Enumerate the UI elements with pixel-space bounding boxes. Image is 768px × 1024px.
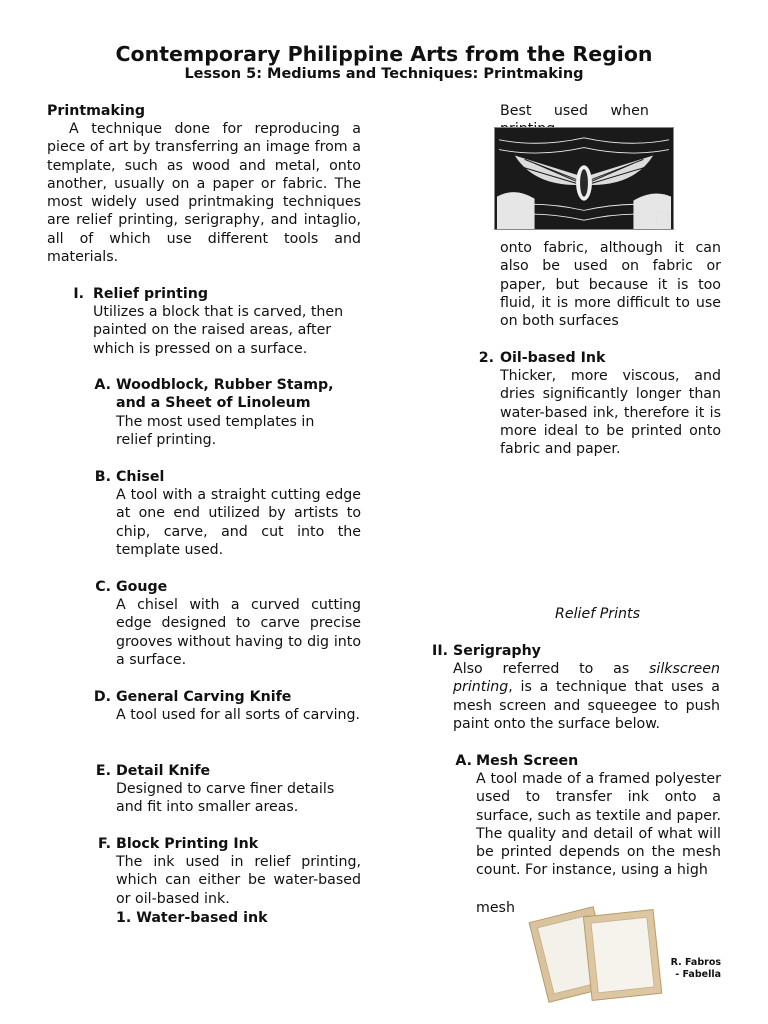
mesh-letter: A. [455,753,472,769]
item-d-text: A tool used for all sorts of carving. [116,707,361,723]
item-a-letter: A. [94,377,111,393]
item-e-letter: E. [95,763,111,779]
item-f-heading: Block Printing Ink [116,836,259,852]
ink-1-heading-text: Water-based ink [136,910,268,926]
mesh-screen-image [528,899,668,1003]
item-d-heading: General Carving Knife [116,689,292,705]
relief-print-image [494,127,674,230]
item-a-heading-line1: Woodblock, Rubber Stamp, [116,377,334,393]
serigraphy-text-after: , is a technique that uses a mesh screen and squeegee to push paint onto the surface below. [453,679,720,732]
relief-text: Utilizes a block that is carved, then painted on the raised areas, after which is pressed on a surface. [93,304,344,357]
ink-2-heading: Oil-based Ink [500,350,606,366]
ink-2-text: Thicker, more viscous, and dries significantly longer than water-based ink, therefore it is more ideal to be printed onto fabric and paper. [500,368,721,458]
relief-heading: Relief printing [93,286,209,302]
ink-1-text-part2: onto fabric, although it can also be used on fabric or paper, but because it is too fluid, it is more difficult to use on both surfaces [500,240,721,330]
item-a-text: The most used templates in relief printing. [116,414,315,449]
credit-line2: - Fabella [675,969,721,980]
printmaking-heading: Printmaking [47,103,146,119]
mesh-text: A tool made of a framed polyester used to transfer ink onto a surface, such as textile and paper. The quality and detail of what will be printed depends on the mesh count. For instance, using a high [476,771,721,879]
mesh-heading: Mesh Screen [476,753,579,769]
mesh-text-part2: mesh [476,900,515,916]
item-f-letter: F. [98,836,111,852]
item-c-letter: C. [95,579,111,595]
item-f-text: The ink used in relief printing, which can either be water-based or oil-based ink. [116,854,361,907]
relief-numeral: I. [73,286,84,302]
item-b-text: A tool with a straight cutting edge at one end utilized by artists to chip, carve, and cut into the template used. [116,487,361,558]
item-c-text: A chisel with a curved cutting edge designed to carve precise grooves without having to dig into a surface. [116,597,361,668]
item-b-heading: Chisel [116,469,165,485]
item-e-heading: Detail Knife [116,763,211,779]
item-a-heading-line2: and a Sheet of Linoleum [116,395,311,412]
item-b-letter: B. [94,469,111,485]
ink-1-heading [116,909,268,927]
serigraphy-heading: Serigraphy [453,643,541,659]
item-a-heading [116,376,366,413]
ink-1-number: 1. [116,910,132,926]
page-title: Contemporary Philippine Arts from the Region [115,42,653,66]
serigraphy-numeral: II. [432,643,448,659]
serigraphy-text [453,660,720,733]
ink-2-number: 2. [478,350,494,366]
relief-prints-caption: Relief Prints [555,606,640,622]
ink-1-text-part1: Best used when [500,103,649,119]
item-d-letter: D. [93,689,111,705]
item-e-text: Designed to carve finer details and fit into smaller areas. [116,781,335,816]
item-c-heading: Gouge [116,579,168,595]
author-credit [671,957,721,981]
serigraphy-text-before: Also referred to as [453,661,650,677]
credit-line1: R. Fabros [670,957,721,968]
serigraphy-text-italic: silkscreen printing [453,661,720,696]
lesson-subtitle: Lesson 5: Mediums and Techniques: Printmaking [184,66,584,82]
printmaking-text: A technique done for reproducing a piece of art by transferring an image from a template, such as wood and metal, onto another, usually on a paper or fabric. The most widely used printmaking techniques are relief printing, serigraphy, and intaglio, all of which use different tools and materials. [47,121,361,266]
